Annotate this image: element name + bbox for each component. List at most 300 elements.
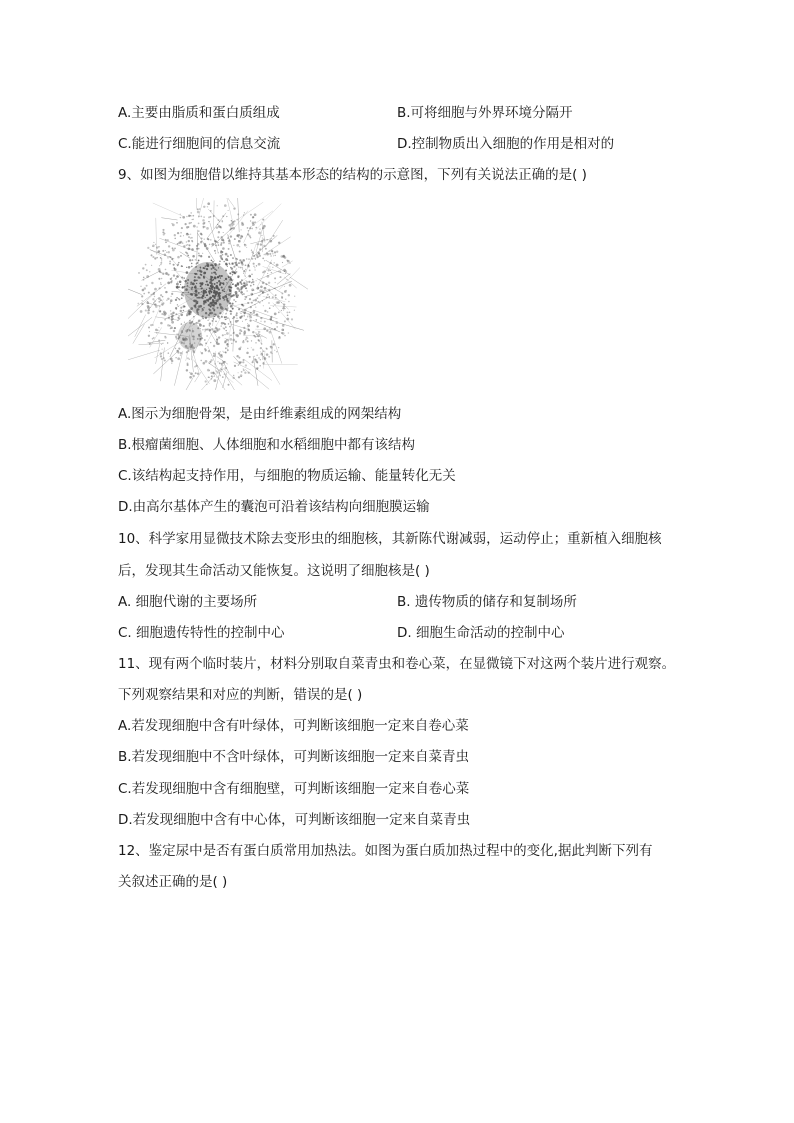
speckle <box>273 235 275 237</box>
speckle <box>233 299 234 300</box>
speckle <box>291 318 293 320</box>
speckle <box>206 227 209 230</box>
speckle <box>255 342 257 344</box>
q10-stem-line-1: 10、科学家用显微技术除去变形虫的细胞核，其新陈代谢减弱，运动停止；重新植入细胞核 <box>118 531 662 547</box>
speckle <box>159 265 160 266</box>
speckle <box>243 283 245 285</box>
speckle <box>153 337 155 339</box>
speckle <box>191 266 193 268</box>
speckle <box>213 345 215 347</box>
speckle <box>220 351 221 352</box>
speckle <box>207 206 208 207</box>
speckle <box>272 320 273 321</box>
filament <box>233 317 234 351</box>
speckle <box>254 304 255 305</box>
speckle <box>260 342 262 344</box>
speckle <box>284 335 285 336</box>
speckle <box>257 243 259 245</box>
speckle <box>216 329 218 331</box>
speckle <box>270 318 273 321</box>
speckle <box>197 208 199 210</box>
speckle <box>271 272 272 273</box>
speckle <box>160 262 162 264</box>
speckle <box>266 348 268 350</box>
filament <box>153 203 183 216</box>
speckle <box>165 241 167 243</box>
filament <box>128 286 142 295</box>
speckle <box>253 310 256 313</box>
speckle <box>257 287 259 289</box>
speckle <box>201 344 202 345</box>
speckle <box>269 266 270 267</box>
speckle <box>142 300 143 301</box>
speckle <box>217 224 218 225</box>
speckle <box>258 301 259 302</box>
speckle <box>211 243 214 246</box>
speckle <box>222 334 224 336</box>
speckle <box>248 281 250 283</box>
speckle <box>204 239 205 240</box>
speckle <box>171 362 172 363</box>
speckle <box>166 251 168 253</box>
speckle <box>238 372 239 373</box>
speckle <box>276 251 278 253</box>
filament <box>263 266 285 274</box>
speckle <box>227 345 229 347</box>
speckle <box>236 219 238 221</box>
speckle <box>237 213 239 215</box>
speckle <box>188 236 190 238</box>
speckle <box>256 313 258 315</box>
speckle <box>219 221 220 222</box>
speckle <box>165 272 168 275</box>
speckle <box>255 306 256 307</box>
speckle <box>217 205 218 206</box>
speckle <box>254 356 255 357</box>
speckle <box>172 315 174 317</box>
speckle <box>154 300 155 301</box>
speckle <box>192 259 194 261</box>
speckle <box>186 233 189 236</box>
speckle <box>202 219 205 222</box>
speckle <box>203 216 204 217</box>
speckle <box>265 248 267 250</box>
speckle <box>238 348 241 351</box>
speckle <box>153 302 154 303</box>
speckle <box>274 313 277 316</box>
speckle <box>186 244 187 245</box>
speckle <box>231 343 232 344</box>
speckle <box>216 339 217 340</box>
speckle <box>256 334 257 335</box>
speckle <box>165 239 167 241</box>
speckle <box>252 279 254 281</box>
speckle <box>283 303 285 305</box>
speckle <box>276 321 279 324</box>
speckle <box>189 372 190 373</box>
speckle <box>213 379 216 382</box>
speckle <box>167 298 169 300</box>
speckle <box>243 359 245 361</box>
filament <box>142 271 161 281</box>
speckle <box>223 352 224 353</box>
speckle <box>187 357 189 359</box>
speckle <box>171 321 174 324</box>
speckle <box>201 352 203 354</box>
speckle <box>168 251 170 253</box>
speckle <box>221 242 223 244</box>
q11-option-c: C.若发现细胞中含有细胞壁，可判断该细胞一定来自卷心菜 <box>118 781 470 797</box>
filament <box>156 344 160 364</box>
speckle <box>211 378 213 380</box>
speckle <box>218 244 220 246</box>
speckle <box>188 266 191 269</box>
speckle <box>274 287 276 289</box>
speckle <box>214 376 215 377</box>
speckle <box>180 241 183 244</box>
speckle <box>202 318 204 320</box>
speckle <box>251 228 253 230</box>
speckle <box>253 266 255 268</box>
speckle <box>177 351 179 353</box>
speckle <box>250 312 252 314</box>
speckle <box>160 264 161 265</box>
speckle <box>164 336 166 338</box>
filament <box>128 317 152 340</box>
speckle <box>210 239 211 240</box>
speckle <box>162 343 163 344</box>
speckle <box>274 328 276 330</box>
speckle <box>266 330 268 332</box>
speckle <box>233 266 235 268</box>
speckle <box>233 316 235 318</box>
speckle <box>195 372 197 374</box>
speckle <box>245 280 246 281</box>
speckle <box>278 347 279 348</box>
speckle <box>215 320 217 322</box>
speckle <box>171 316 172 317</box>
speckle <box>146 269 148 271</box>
speckle <box>235 314 237 316</box>
speckle <box>159 287 161 289</box>
speckle <box>253 255 255 257</box>
speckle <box>216 341 218 343</box>
speckle <box>181 323 183 325</box>
speckle <box>250 285 252 287</box>
speckle <box>259 365 261 367</box>
speckle <box>155 329 158 332</box>
speckle <box>154 257 156 259</box>
speckle <box>228 384 230 386</box>
speckle <box>230 227 232 229</box>
speckle <box>253 284 255 286</box>
speckle <box>177 317 179 319</box>
speckle <box>249 319 251 321</box>
speckle <box>257 335 260 338</box>
speckle <box>222 215 224 217</box>
speckle <box>234 365 236 367</box>
speckle <box>215 353 216 354</box>
speckle <box>294 310 295 311</box>
speckle <box>252 290 253 291</box>
speckle <box>252 349 254 351</box>
speckle <box>234 262 236 264</box>
speckle <box>231 220 232 221</box>
filament <box>198 365 224 390</box>
speckle <box>256 280 257 281</box>
speckle <box>143 293 145 295</box>
speckle <box>255 227 257 229</box>
speckle <box>230 254 232 256</box>
speckle <box>156 257 158 259</box>
speckle <box>267 269 269 271</box>
speckle <box>152 324 154 326</box>
speckle <box>286 318 289 321</box>
speckle <box>284 290 287 293</box>
speckle <box>182 243 183 244</box>
speckle <box>189 248 190 249</box>
speckle <box>146 285 148 287</box>
speckle <box>176 350 178 352</box>
speckle <box>218 219 220 221</box>
speckle <box>207 320 208 321</box>
speckle <box>186 369 188 371</box>
q8-option-a: A.主要由脂质和蛋白质组成 <box>118 105 280 121</box>
speckle <box>198 216 200 218</box>
speckle <box>181 297 183 299</box>
speckle <box>148 292 150 294</box>
speckle <box>186 252 188 254</box>
speckle <box>255 332 256 333</box>
speckle <box>192 219 193 220</box>
speckle <box>213 215 215 217</box>
speckle <box>241 229 242 230</box>
speckle <box>281 310 282 311</box>
speckle <box>161 278 163 280</box>
speckle <box>223 232 224 233</box>
speckle <box>238 240 241 243</box>
speckle <box>201 241 202 242</box>
filament <box>266 260 291 275</box>
speckle <box>270 270 271 271</box>
speckle <box>181 227 183 229</box>
speckle <box>206 247 209 250</box>
speckle <box>225 253 228 256</box>
speckle <box>155 244 156 245</box>
speckle <box>275 255 276 256</box>
filament <box>174 351 183 386</box>
speckle <box>162 250 164 252</box>
speckle <box>186 226 188 228</box>
speckle <box>158 297 161 300</box>
speckle <box>259 255 261 257</box>
speckle <box>148 326 150 328</box>
speckle <box>164 233 166 235</box>
speckle <box>245 269 246 270</box>
speckle <box>202 329 203 330</box>
speckle <box>288 301 290 303</box>
speckle <box>138 272 140 274</box>
speckle <box>241 371 243 373</box>
speckle <box>247 314 248 315</box>
speckle <box>270 262 272 264</box>
speckle <box>238 308 240 310</box>
speckle <box>198 260 199 261</box>
speckle <box>266 253 269 256</box>
speckle <box>220 251 223 254</box>
speckle <box>247 265 250 268</box>
speckle <box>244 212 245 213</box>
speckle <box>279 336 281 338</box>
filament <box>255 204 281 231</box>
speckle <box>179 280 182 283</box>
speckle <box>286 279 287 280</box>
speckle <box>263 356 264 357</box>
speckle <box>223 261 225 263</box>
speckle <box>198 323 199 324</box>
speckle <box>171 281 172 282</box>
speckle <box>259 289 262 292</box>
speckle <box>169 256 171 258</box>
speckle <box>241 223 244 226</box>
speckle <box>243 214 244 215</box>
speckle <box>245 296 247 298</box>
speckle <box>221 365 222 366</box>
speckle <box>219 362 221 364</box>
speckle <box>230 321 232 323</box>
speckle <box>288 294 290 296</box>
speckle <box>164 319 166 321</box>
speckle <box>209 329 212 332</box>
speckle <box>264 310 266 312</box>
speckle <box>254 221 256 223</box>
speckle <box>189 259 191 261</box>
speckle <box>202 253 203 254</box>
speckle <box>232 263 233 264</box>
speckle <box>269 240 272 243</box>
speckle <box>198 248 200 250</box>
speckle <box>264 287 267 290</box>
speckle <box>242 294 243 295</box>
speckle <box>271 328 273 330</box>
q11-option-a: A.若发现细胞中含有叶绿体，可判断该细胞一定来自卷心菜 <box>118 718 469 734</box>
q11-option-d: D.若发现细胞中含有中心体，可判断该细胞一定来自菜青虫 <box>118 812 471 828</box>
speckle <box>237 275 239 277</box>
speckle <box>243 327 245 329</box>
q9-option-d: D.由高尔基体产生的囊泡可沿着该结构向细胞膜运输 <box>118 499 430 515</box>
speckle <box>253 289 254 290</box>
q9-option-c: C.该结构起支持作用，与细胞的物质运输、能量转化无关 <box>118 468 456 484</box>
speckle <box>182 292 184 294</box>
speckle <box>267 275 270 278</box>
speckle <box>263 350 265 352</box>
q10-option-b: B. 遗传物质的储存和复制场所 <box>397 594 577 610</box>
filament <box>226 198 233 221</box>
speckle <box>161 260 162 261</box>
filament <box>234 362 252 370</box>
speckle <box>258 295 259 296</box>
speckle <box>266 353 269 356</box>
speckle <box>154 288 157 291</box>
speckle <box>236 312 238 314</box>
speckle <box>256 355 257 356</box>
speckle <box>223 327 224 328</box>
speckle <box>191 240 193 242</box>
speckle <box>186 314 188 316</box>
speckle <box>233 332 234 333</box>
speckle <box>229 263 230 264</box>
speckle <box>208 221 209 222</box>
speckle <box>218 352 220 354</box>
speckle <box>251 273 253 275</box>
speckle <box>187 244 188 245</box>
speckle <box>261 235 262 236</box>
speckle <box>158 268 161 271</box>
speckle <box>171 317 174 320</box>
speckle <box>266 296 268 298</box>
speckle <box>254 267 255 268</box>
speckle <box>228 242 230 244</box>
speckle <box>228 323 230 325</box>
speckle <box>183 310 185 312</box>
speckle <box>289 311 291 313</box>
speckle <box>193 316 195 318</box>
speckle <box>208 377 210 379</box>
speckle <box>232 308 234 310</box>
speckle <box>269 250 270 251</box>
speckle <box>264 357 267 360</box>
speckle <box>186 271 189 274</box>
speckle <box>168 352 170 354</box>
speckle <box>148 335 150 337</box>
speckle <box>249 318 250 319</box>
speckle <box>208 350 210 352</box>
speckle <box>249 227 251 229</box>
speckle <box>242 311 244 313</box>
speckle <box>221 257 223 259</box>
filament <box>198 233 215 261</box>
speckle <box>262 300 263 301</box>
speckle <box>175 313 177 315</box>
speckle <box>170 299 173 302</box>
speckle <box>280 271 282 273</box>
speckle <box>263 245 265 247</box>
speckle <box>233 294 235 296</box>
speckle <box>171 296 172 297</box>
speckle <box>255 319 257 321</box>
speckle <box>207 202 210 205</box>
speckle <box>240 291 243 294</box>
speckle <box>193 350 195 352</box>
speckle <box>156 246 158 248</box>
speckle <box>211 260 212 261</box>
speckle <box>244 372 246 374</box>
speckle <box>282 324 285 327</box>
filament <box>128 350 160 361</box>
speckle <box>170 328 172 330</box>
speckle <box>161 313 163 315</box>
speckle <box>200 216 202 218</box>
speckle <box>227 260 228 261</box>
speckle <box>251 347 252 348</box>
speckle <box>211 328 213 330</box>
speckle <box>152 311 154 313</box>
speckle <box>221 322 224 325</box>
speckle <box>236 295 239 298</box>
speckle <box>180 232 182 234</box>
speckle <box>218 231 220 233</box>
speckle <box>229 310 231 312</box>
